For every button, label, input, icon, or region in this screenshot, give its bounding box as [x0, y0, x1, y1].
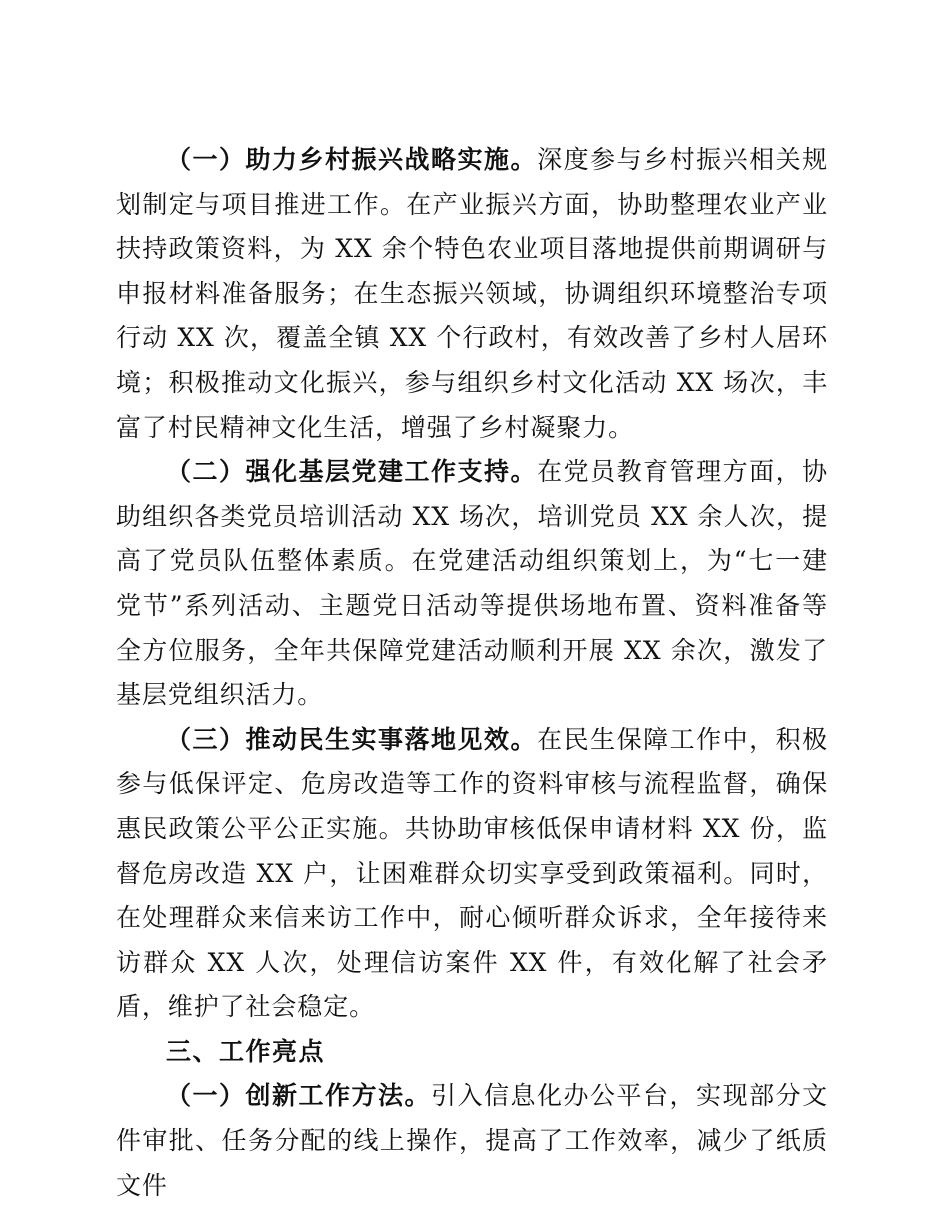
paragraph-lead: （一）创新工作方法。: [166, 1081, 432, 1111]
paragraph-livelihood: [116, 718, 828, 1030]
paragraph-text: 在党员教育管理方面，协助组织各类党员培训活动 XX 场次，培训党员 XX 余人次，提高了党员队伍整体素质。在党建活动组织策划上，为“七一建党节”系列活动、主题党日活动等提供场地布置、资料准备等全方位服务，全年共保障党建活动顺利开展 XX 余次，激发了基层党组织活力。: [116, 457, 828, 710]
paragraph-rural-revitalization: [116, 138, 828, 450]
paragraph-text: 引入信息化办公平台，实现部分文件审批、任务分配的线上操作，提高了工作效率，减少了纸质文件: [116, 1081, 828, 1200]
paragraph-lead: （二）强化基层党建工作支持。: [166, 457, 538, 487]
paragraph-text: 在民生保障工作中，积极参与低保评定、危房改造等工作的资料审核与流程监督，确保惠民政策公平公正实施。共协助审核低保申请材料 XX 份，监督危房改造 XX 户，让困难群众切实享受到政策福利。同时，在处理群众来信来访工作中，耐心倾听群众诉求，全年接待来访群众 XX 人次，处理信访案件 XX 件，有效化解了社会矛盾，维护了社会稳定。: [116, 724, 828, 1022]
paragraph-lead: （三）推动民生实事落地见效。: [166, 724, 538, 754]
paragraph-innovation: [116, 1074, 828, 1208]
document-body: [116, 138, 828, 1208]
paragraph-text: 深度参与乡村振兴相关规划制定与项目推进工作。在产业振兴方面，协助整理农业产业扶持政策资料，为 XX 余个特色农业项目落地提供前期调研与申报材料准备服务；在生态振兴领域，协调组织环境整治专项行动 XX 次，覆盖全镇 XX 个行政村，有效改善了乡村人居环境；积极推动文化振兴，参与组织乡村文化活动 XX 场次，丰富了村民精神文化生活，增强了乡村凝聚力。: [116, 145, 828, 442]
paragraph-party-building: [116, 450, 828, 718]
paragraph-lead: （一）助力乡村振兴战略实施。: [166, 145, 538, 174]
section-heading: 三、工作亮点: [166, 1036, 326, 1066]
